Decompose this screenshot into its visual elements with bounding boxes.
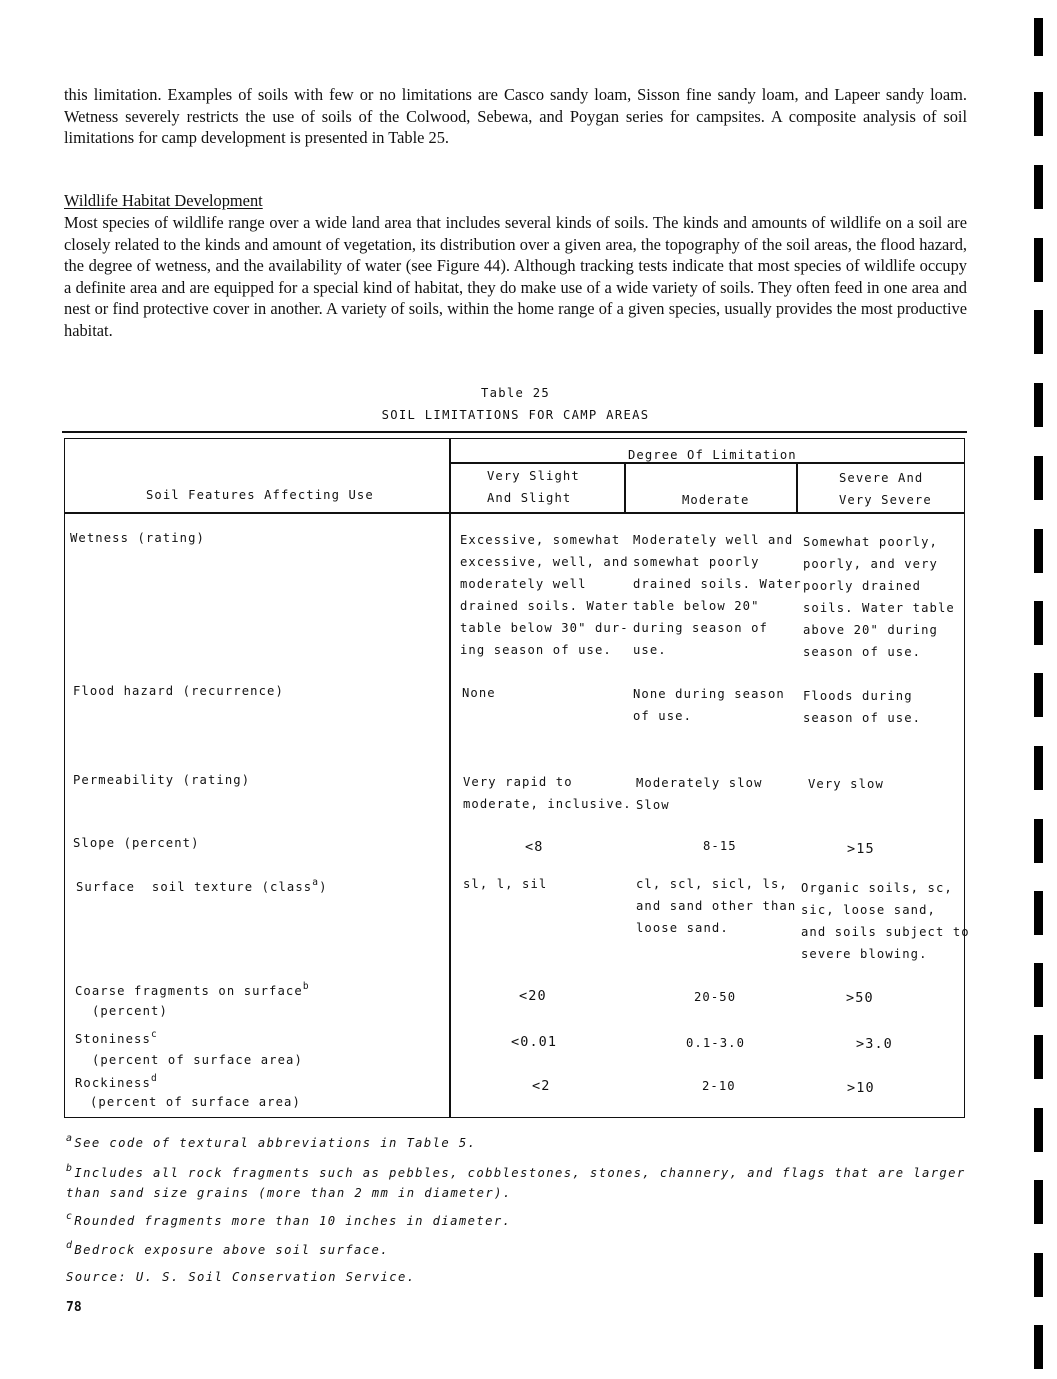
row-texture-moderate: cl, scl, sicl, ls, and sand other than loose sand. [636, 877, 797, 935]
row-texture-slight: sl, l, sil [463, 877, 548, 891]
row-slope-feature: Slope (percent) [73, 836, 200, 850]
scan-mark [1034, 92, 1043, 136]
section-heading-wildlife: Wildlife Habitat Development [64, 191, 263, 210]
scan-mark [1034, 529, 1043, 573]
table-number: Table 25 [480, 386, 551, 400]
footnote-d: $^d$Bedrock exposure above soil surface. [66, 1240, 389, 1257]
scan-mark [1034, 1325, 1043, 1369]
scan-mark [1034, 1253, 1043, 1297]
scan-mark [1034, 963, 1043, 1007]
divider-feature-column [449, 438, 451, 1118]
header-degree-of-limitation: Degree Of Limitation [628, 448, 797, 462]
scan-mark [1034, 383, 1043, 427]
row-wetness-slight: Excessive, somewhat excessive, well, and moderately well drained soils. Water table below 30" dur- ing season of use. [460, 533, 629, 657]
row-stoniness-severe: >3.0 [856, 1036, 893, 1052]
row-rockiness-feature: Rockiness$^d$ [75, 1073, 158, 1090]
row-flood-feature: Flood hazard (recurrence) [73, 684, 284, 698]
paragraph-camp-limitations: this limitation. Examples of soils with few or no limitations are Casco sandy loam, Sisson fine sandy loam, and Lapeer sandy loam. Wetness severely restricts the use of soils of the Colwood, Sebewa, and Poygan series for campsites. A composite analysis of soil limitations for camp development is presented in Table 25. [64, 85, 967, 147]
footnote-c: $^c$Rounded fragments more than 10 inches in diameter. [66, 1211, 512, 1228]
scan-mark [1034, 746, 1043, 790]
scan-mark [1034, 1108, 1043, 1152]
header-severe: Severe And Very Severe [839, 471, 932, 507]
row-coarse-moderate: 20-50 [694, 990, 737, 1004]
row-stoniness-feature: Stoniness$^c$ [75, 1029, 158, 1046]
row-coarse-feature-unit: (percent) [92, 1004, 168, 1018]
scan-mark [1034, 819, 1043, 863]
row-stoniness-slight: <0.01 [511, 1034, 558, 1050]
scan-mark [1034, 891, 1043, 935]
row-permeability-feature: Permeability (rating) [73, 773, 251, 787]
row-rockiness-moderate: 2-10 [702, 1079, 736, 1093]
row-rockiness-severe: >10 [847, 1080, 875, 1096]
scan-mark [1034, 456, 1043, 500]
divider-header-col2 [624, 463, 626, 513]
page-number: 78 [66, 1300, 82, 1315]
table-top-rule [62, 431, 967, 433]
row-flood-slight: None [462, 686, 496, 700]
footnote-a: $^a$See code of textural abbreviations in Table 5. [66, 1133, 477, 1150]
header-soil-features: Soil Features Affecting Use [146, 488, 374, 502]
row-texture-feature: Surface soil texture (class$^a$) [76, 877, 328, 894]
header-moderate: Moderate [682, 493, 750, 507]
row-stoniness-feature-unit: (percent of surface area) [92, 1053, 303, 1067]
rule-under-header [64, 512, 965, 514]
row-coarse-feature: Coarse fragments on surface$^b$ [75, 981, 310, 998]
row-permeability-severe: Very slow [808, 777, 884, 791]
row-slope-severe: >15 [847, 841, 875, 857]
table-title: SOIL LIMITATIONS FOR CAMP AREAS [381, 408, 650, 422]
row-wetness-feature: Wetness (rating) [70, 531, 205, 545]
paragraph-wildlife-habitat: Most species of wildlife range over a wide land area that includes several kinds of soils. The kinds and amounts of wildlife on a soil are closely related to the kinds and amount of vegetation, its distribution over a given area, the topography of the soil areas, the flood hazard, the degree of wetness, and the availability of water (see Figure 44). Although tracking tests indicate that most species of wildlife occupy a definite area and are equipped for a special kind of habitat, they do make use of a wide variety of soils. They often feed in one area and nest or find protective cover in another. A variety of soils, within the home range of a given species, usually provides the most productive habitat. [64, 213, 967, 340]
scan-mark [1034, 310, 1043, 354]
row-wetness-moderate: Moderately well and somewhat poorly drained soils. Water table below 20" during season of use. [633, 533, 802, 657]
row-slope-slight: <8 [525, 839, 544, 855]
row-stoniness-moderate: 0.1-3.0 [686, 1036, 746, 1050]
scan-mark [1034, 601, 1043, 645]
divider-header-col3 [796, 463, 798, 513]
row-coarse-slight: <20 [519, 988, 547, 1004]
scan-mark [1034, 18, 1043, 56]
row-flood-moderate: None during season of use. [633, 687, 785, 723]
scan-mark [1034, 1035, 1043, 1079]
row-flood-severe: Floods during season of use. [803, 689, 922, 725]
row-slope-moderate: 8-15 [703, 839, 737, 853]
row-coarse-severe: >50 [846, 990, 874, 1006]
scan-mark [1034, 238, 1043, 282]
scan-mark [1034, 165, 1043, 209]
row-rockiness-feature-unit: (percent of surface area) [90, 1095, 301, 1109]
scan-mark [1034, 1180, 1043, 1224]
row-permeability-moderate: Moderately slow Slow [636, 776, 763, 812]
row-wetness-severe: Somewhat poorly, poorly, and very poorly drained soils. Water table above 20" during season of use. [803, 535, 955, 659]
header-very-slight: Very Slight And Slight [487, 469, 580, 505]
row-rockiness-slight: <2 [532, 1078, 551, 1094]
row-texture-severe: Organic soils, sc, sic, loose sand, and soils subject to severe blowing. [801, 881, 970, 961]
footnote-b: $^b$Includes all rock fragments such as pebbles, cobblestones, stones, channery, and flags that are larger than sand size grains (more than 2 mm in diameter). [66, 1163, 966, 1200]
row-permeability-slight: Very rapid to moderate, inclusive. [463, 775, 632, 811]
scan-mark [1034, 673, 1043, 717]
table-source: Source: U. S. Soil Conservation Service. [66, 1270, 416, 1284]
